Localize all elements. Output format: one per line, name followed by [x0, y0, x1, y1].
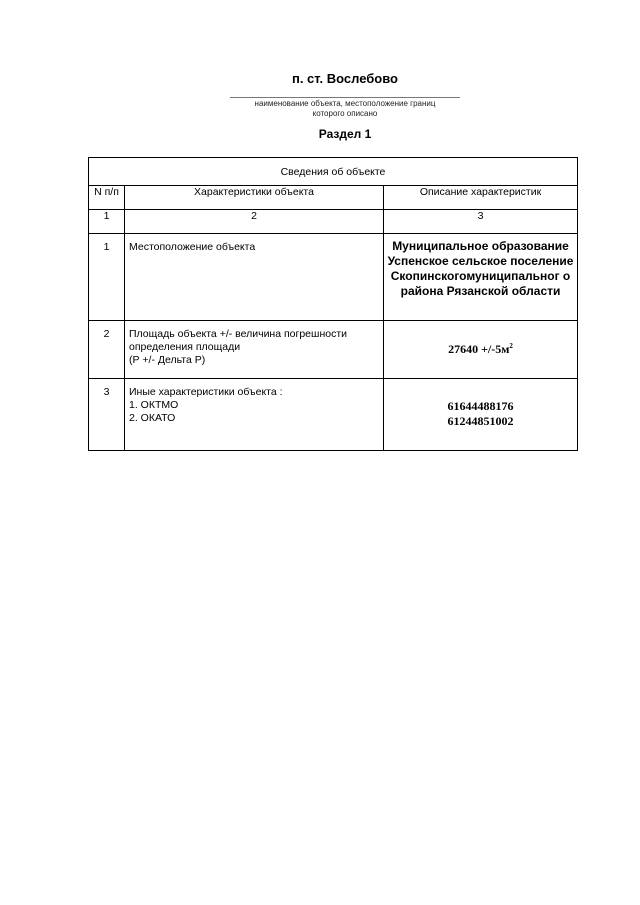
area-value: 27640 +/-5м — [448, 342, 510, 356]
title-underline — [230, 97, 460, 98]
row-number: 2 — [89, 321, 125, 379]
column-number: 1 — [89, 210, 125, 234]
area-characteristic-note: (Р +/- Дельта Р) — [129, 354, 206, 366]
area-characteristic-text: Площадь объекта +/- величина погрешности определения площади — [129, 328, 348, 353]
codes-cell — [384, 379, 578, 451]
okato-label: 2. ОКАТО — [129, 412, 176, 424]
section-title: Раздел 1 — [318, 127, 372, 141]
table-caption: Сведения об объекте — [89, 158, 578, 186]
area-unit-exponent: 2 — [509, 342, 513, 350]
table-row — [89, 379, 578, 451]
characteristic-cell — [125, 379, 384, 451]
object-info-table — [88, 157, 578, 451]
column-number: 2 — [125, 210, 384, 234]
page-title: п. ст. Вослебово — [291, 71, 399, 86]
table-header-row — [89, 186, 578, 210]
area-description — [384, 321, 578, 379]
row-number: 1 — [89, 234, 125, 321]
title-caption-line-2: которого описано — [312, 109, 378, 118]
column-number: 3 — [384, 210, 578, 234]
title-caption — [228, 99, 462, 119]
oktmo-label: 1. ОКТМО — [129, 399, 179, 411]
column-header-description: Описание характеристик — [384, 186, 578, 210]
table-row — [89, 234, 578, 321]
column-numbers-row — [89, 210, 578, 234]
characteristic-cell — [125, 321, 384, 379]
table-row — [89, 321, 578, 379]
row-number: 3 — [89, 379, 125, 451]
other-characteristics-heading: Иные характеристики объекта : — [129, 386, 283, 398]
characteristic-cell: Местоположение объекта — [125, 234, 384, 321]
oktmo-code: 61644488176 — [447, 399, 514, 413]
column-header-characteristic: Характеристики объекта — [125, 186, 384, 210]
column-header-number: N п/п — [89, 186, 125, 210]
location-description: Муниципальное образование Успенское сельское поселение Скопинскогомуниципальног о района Рязанской области — [384, 234, 578, 321]
okato-code: 61244851002 — [447, 414, 514, 428]
title-caption-line-1: наименование объекта, местоположение границ — [254, 99, 436, 108]
